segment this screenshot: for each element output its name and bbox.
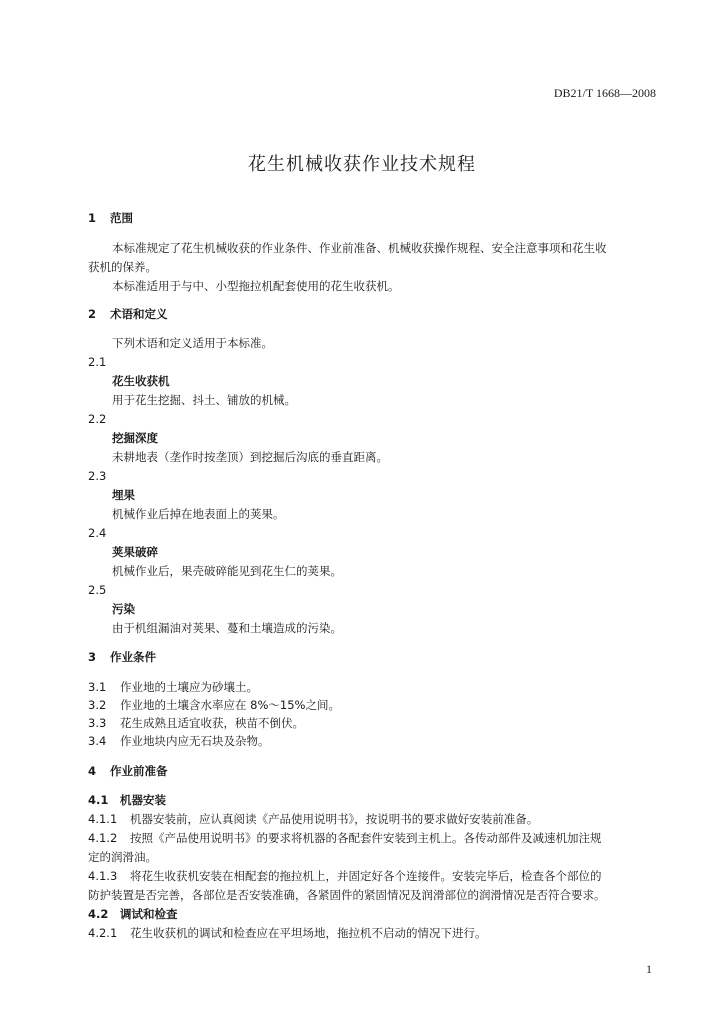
- paragraph-continuation: 防护装置是否完善，各部位是否安装准确，各紧固件的紧固情况及润滑部位的润滑情况是否符合要求。: [88, 888, 606, 902]
- item-text: 机器安装前，应认真阅读《产品使用说明书》，按说明书的要求做好安装前准备。: [130, 812, 539, 826]
- item-text: 作业地的土壤应为砂壤土。: [120, 680, 258, 694]
- section-number: 4: [88, 764, 97, 778]
- subsection-heading: [88, 792, 166, 808]
- list-item: [88, 733, 270, 749]
- list-item: [88, 679, 258, 695]
- paragraph-continuation: 定的润滑油。: [88, 850, 157, 864]
- item-number: 3.1: [88, 680, 107, 694]
- item-number: 4.1.2: [88, 831, 118, 845]
- item-number: 4.1.1: [88, 812, 118, 826]
- subsection-heading: [88, 906, 178, 922]
- list-item: [88, 715, 304, 731]
- term-definition: 用于花生挖掘、抖土、铺放的机械。: [112, 393, 296, 407]
- item-number: 4.2.1: [88, 926, 118, 940]
- item-text: 花生成熟且适宜收获，秧苗不倒伏。: [120, 716, 304, 730]
- term-number: 2.2: [88, 412, 107, 426]
- paragraph: 下列术语和定义适用于本标准。: [112, 336, 273, 350]
- standard-number: DB21/T 1668—2008: [553, 86, 656, 100]
- item-number: 3.4: [88, 734, 107, 748]
- section-1-heading: [88, 210, 133, 226]
- section-title: 范围: [110, 211, 133, 225]
- paragraph: 本标准规定了花生机械收获的作业条件、作业前准备、机械收获操作规程、安全注意事项和花生收: [112, 241, 607, 255]
- subsection-title: 调试和检查: [120, 907, 178, 921]
- section-3-heading: [88, 649, 156, 665]
- term-definition: 未耕地表（垄作时按垄顶）到挖掘后沟底的垂直距离。: [112, 450, 388, 464]
- list-item: [88, 697, 340, 713]
- section-number: 1: [88, 211, 97, 225]
- term-number: 2.5: [88, 583, 107, 597]
- subsection-number: 4.1: [88, 793, 109, 807]
- section-title: 术语和定义: [110, 307, 168, 321]
- item-text: 作业地的土壤含水率应在 8%～15%之间。: [120, 698, 340, 712]
- item-text: 按照《产品使用说明书》的要求将机器的各配套件安装到主机上。各传动部件及减速机加注规: [130, 831, 602, 845]
- item-number: 4.1.3: [88, 869, 118, 883]
- subsection-title: 机器安装: [120, 793, 166, 807]
- section-number: 2: [88, 307, 97, 321]
- list-item: [88, 868, 602, 884]
- section-number: 3: [88, 650, 97, 664]
- section-title: 作业条件: [110, 650, 156, 664]
- list-item: [88, 830, 602, 846]
- term-title: 花生收获机: [112, 374, 170, 388]
- item-text: 作业地块内应无石块及杂物。: [120, 734, 270, 748]
- item-text: 花生收获机的调试和检查应在平坦场地，拖拉机不启动的情况下进行。: [130, 926, 487, 940]
- page-title: 花生机械收获作业技术规程: [248, 154, 476, 175]
- term-number: 2.3: [88, 469, 107, 483]
- item-text: 将花生收获机安装在相配套的拖拉机上，并固定好各个连接件。安装完毕后，检查各个部位的: [130, 869, 602, 883]
- term-title: 挖掘深度: [112, 431, 158, 445]
- section-title: 作业前准备: [110, 764, 168, 778]
- paragraph: 本标准适用于与中、小型拖拉机配套使用的花生收获机。: [112, 279, 400, 293]
- section-4-heading: [88, 763, 168, 779]
- term-number: 2.4: [88, 526, 107, 540]
- term-title: 污染: [112, 602, 135, 616]
- item-number: 3.3: [88, 716, 107, 730]
- item-number: 3.2: [88, 698, 107, 712]
- term-definition: 机械作业后掉在地表面上的荚果。: [112, 507, 285, 521]
- term-title: 埋果: [112, 488, 135, 502]
- term-definition: 由于机组漏油对荚果、蔓和土壤造成的污染。: [112, 621, 342, 635]
- term-definition: 机械作业后，果壳破碎能见到花生仁的荚果。: [112, 564, 342, 578]
- list-item: [88, 811, 538, 827]
- paragraph-continuation: 获机的保养。: [88, 260, 157, 274]
- subsection-number: 4.2: [88, 907, 109, 921]
- term-number: 2.1: [88, 355, 107, 369]
- section-2-heading: [88, 306, 168, 322]
- term-title: 荚果破碎: [112, 545, 158, 559]
- page-number: 1: [646, 962, 652, 976]
- list-item: [88, 925, 487, 941]
